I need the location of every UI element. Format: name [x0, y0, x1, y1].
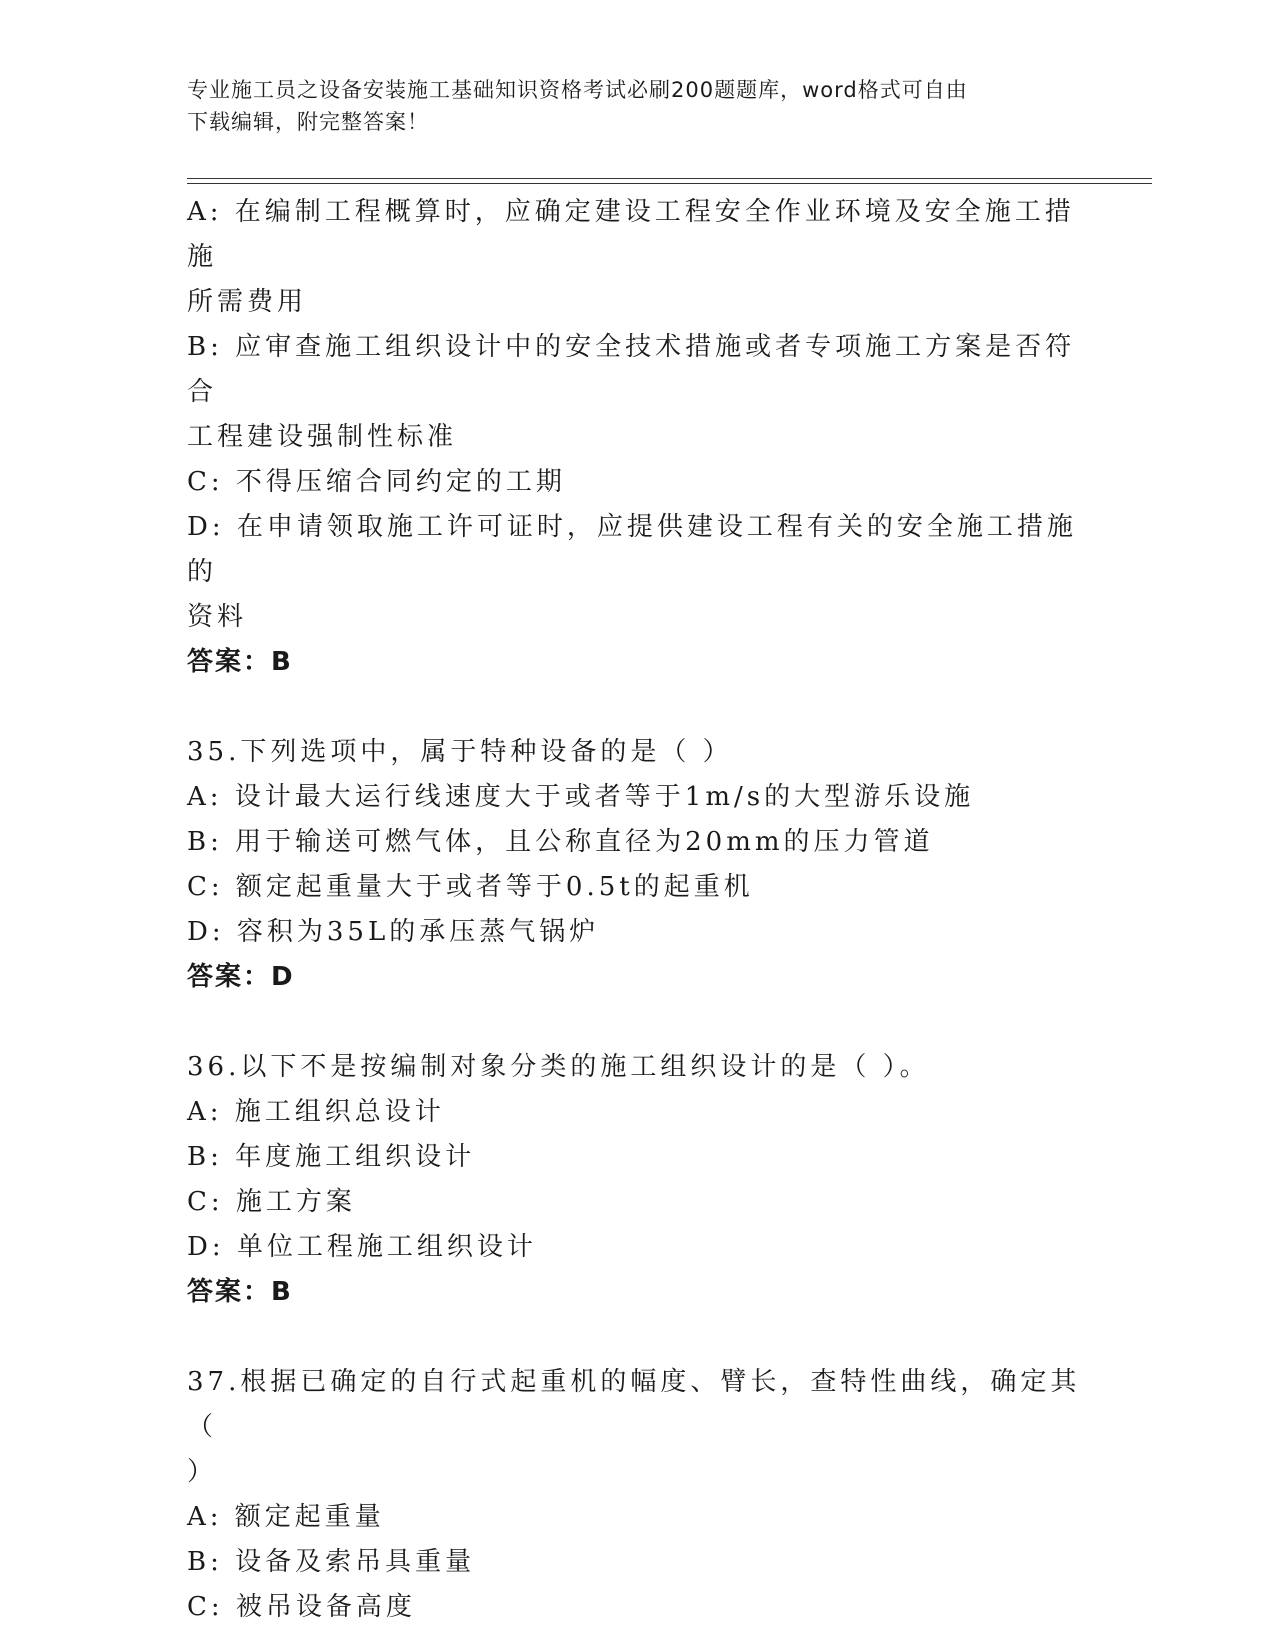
answer-line: 答案：D	[187, 962, 295, 992]
option-line: C: 施工方案	[187, 1187, 356, 1217]
question-block-34	[187, 190, 1087, 685]
question-block-36	[187, 1045, 1087, 1315]
question-block-37	[187, 1360, 1087, 1630]
spacer	[187, 1315, 1087, 1360]
question-stem: 37.根据已确定的自行式起重机的幅度、臂长，查特性曲线，确定其（	[187, 1367, 1081, 1442]
header-divider	[187, 183, 1152, 184]
option-line: C: 额定起重量大于或者等于0.5t的起重机	[187, 872, 754, 902]
document-header	[187, 74, 1087, 138]
option-line: 所需费用	[187, 287, 308, 317]
header-line: 下载编辑，附完整答案！	[187, 110, 429, 134]
option-line: A: 设计最大运行线速度大于或者等于1m/s的大型游乐设施	[187, 782, 975, 812]
spacer	[187, 685, 1087, 730]
option-line: A: 在编制工程概算时，应确定建设工程安全作业环境及安全施工措施	[187, 197, 1075, 272]
question-stem: 36.以下不是按编制对象分类的施工组织设计的是（ ）。	[187, 1052, 930, 1082]
option-line: 工程建设强制性标准	[187, 422, 458, 452]
answer-line: 答案：B	[187, 1277, 293, 1307]
option-line: A: 额定起重量	[187, 1502, 385, 1532]
option-line: C: 被吊设备高度	[187, 1592, 416, 1622]
option-line: B: 应审查施工组织设计中的安全技术措施或者专项施工方案是否符合	[187, 332, 1076, 407]
option-line: 资料	[187, 602, 248, 632]
question-stem: ）	[187, 1457, 218, 1487]
question-list	[187, 190, 1087, 1630]
option-line: C: 不得压缩合同约定的工期	[187, 467, 566, 497]
option-line: B: 设备及索吊具重量	[187, 1547, 476, 1577]
option-line: D: 容积为35L的承压蒸气锅炉	[187, 917, 600, 947]
answer-line: 答案：B	[187, 647, 293, 677]
spacer	[187, 1000, 1087, 1045]
question-stem: 35.下列选项中，属于特种设备的是（ ）	[187, 737, 733, 767]
option-line: D: 单位工程施工组织设计	[187, 1232, 537, 1262]
header-divider	[187, 178, 1152, 179]
option-line: B: 用于输送可燃气体，且公称直径为20mm的压力管道	[187, 827, 934, 857]
option-line: B: 年度施工组织设计	[187, 1142, 476, 1172]
question-block-35	[187, 730, 1087, 1000]
header-line: 专业施工员之设备安装施工基础知识资格考试必刷200题题库，word格式可自由	[187, 78, 968, 102]
option-line: D: 在申请领取施工许可证时，应提供建设工程有关的安全施工措施的	[187, 512, 1077, 587]
option-line: A: 施工组织总设计	[187, 1097, 445, 1127]
